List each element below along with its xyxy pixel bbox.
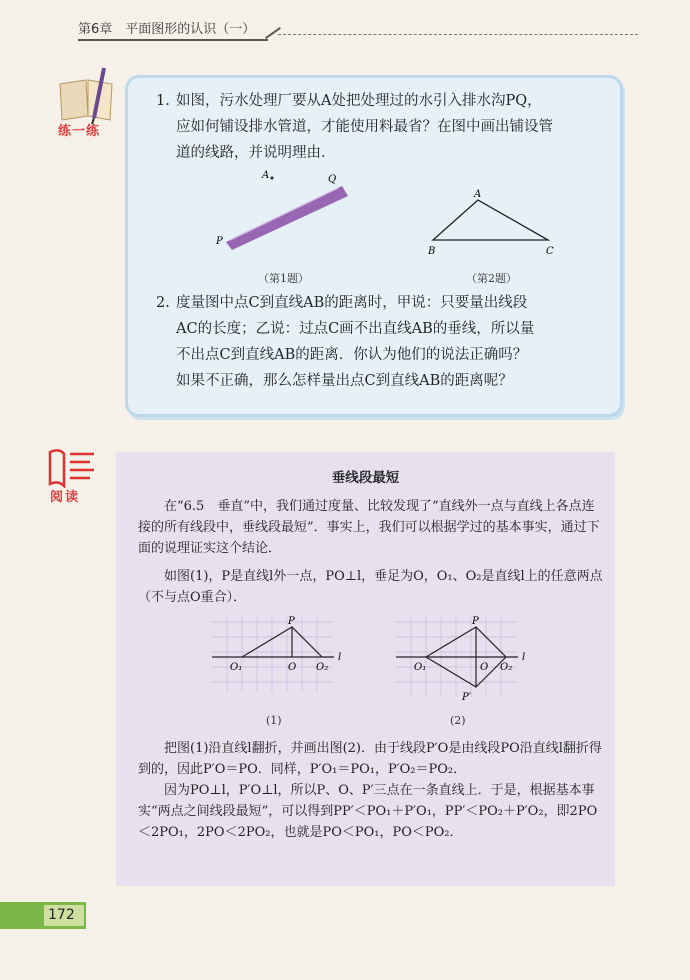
page-number-bar [0,902,86,929]
page-header [78,18,638,44]
chapter-title: 第6章 平面图形的认识（一） [78,22,256,37]
question-2-line-2: AC的长度；乙说：过点C画不出直线AB的垂线，所以量 [176,321,535,337]
label-fig1-p: P [288,616,295,627]
label-fig2-o1: O₁ [414,662,427,673]
question-2-number: 2. [156,295,170,311]
figure-perpendicular-2 [396,612,536,702]
label-triangle-b: B [428,246,436,257]
figure-perpendicular-1 [212,612,352,697]
reading-figure-2-caption: (2) [450,714,466,727]
question-2-line-1: 度量图中点C到直线AB的距离时，甲说：只要量出线段 [176,295,528,311]
label-fig1-o2: O₂ [316,662,329,673]
reading-paragraph-4: 因为PO⊥l，P′O⊥l，所以P、O、P′三点在一条直线上．于是，根据基本事实“两点之间线段最短”，可以得到PP′＜PO₁＋P′O₁，PP′＜PO₂＋P′O₂，即2PO＜2PO₁，2PO＜2PO₂，也就是PO＜PO₁，PO＜PO₂． [138,783,598,840]
question-1 [156,88,601,166]
reading-title: 垂线段最短 [331,470,400,486]
header-underline [78,39,268,41]
label-fig2-p-prime: P′ [462,692,471,702]
page-number: 172 [48,907,75,923]
question-1-line-1: 如图，污水处理厂要从A处把处理过的水引入排水沟PQ， [176,93,542,109]
exercise-box [125,75,623,417]
label-fig1-o: O [288,662,297,673]
label-fig2-l: l [522,652,526,663]
reading-paragraph-1: 在“6.5 垂直”中，我们通过度量、比较发现了“直线外一点与直线上各点连接的所有线段中，垂线段最短”．事实上，我们可以根据学过的基本事实，通过下面的说理证实这个结论． [138,499,600,556]
question-2-line-4: 如果不正确，那么怎样量出点C到直线AB的距离呢？ [176,373,513,389]
question-1-number: 1. [156,93,170,109]
question-2 [156,290,601,394]
label-point-q: Q [328,174,337,185]
label-fig2-o2: O₂ [500,662,513,673]
reading-label: 阅读 [50,490,81,505]
label-fig2-o: O [480,662,489,673]
figure-2-caption: （第2题） [466,272,517,285]
reading-figure-1-caption: (1) [266,714,282,727]
label-triangle-c: C [546,246,554,257]
header-dotted-line [278,34,638,35]
question-1-line-3: 道的线路，并说明理由． [176,145,336,161]
exercise-label: 练一练 [58,124,101,139]
label-fig1-o1: O₁ [230,662,243,673]
figure-triangle-abc [428,188,563,258]
question-2-line-3: 不出点C到直线AB的距离．你认为他们的说法正确吗？ [176,347,528,363]
label-fig1-l: l [338,652,342,663]
reading-paragraph-3: 把图(1)沿直线l翻折，并画出图(2)．由于线段P′O是由线段PO沿直线l翻折得到的，因此P′O＝PO．同样，P′O₁＝PO₁，P′O₂＝PO₂． [138,741,602,777]
label-fig2-p: P [472,616,479,627]
question-1-line-2: 应如何铺设排水管道，才能使用料最省？在图中画出铺设管 [176,119,553,135]
label-point-a: A [262,170,270,181]
reading-pages-icon [44,448,98,488]
label-triangle-a: A [474,189,482,200]
reading-paragraph-2: 如图(1)，P是直线l外一点，PO⊥l，垂足为O，O₁、O₂是直线l上的任意两点（不与点O重合）． [138,569,603,605]
header-slash [265,27,281,39]
label-point-p: P [216,236,223,247]
figure-1-caption: （第1题） [258,272,309,285]
figure-ditch-pq [216,170,356,250]
reading-box [116,452,615,886]
